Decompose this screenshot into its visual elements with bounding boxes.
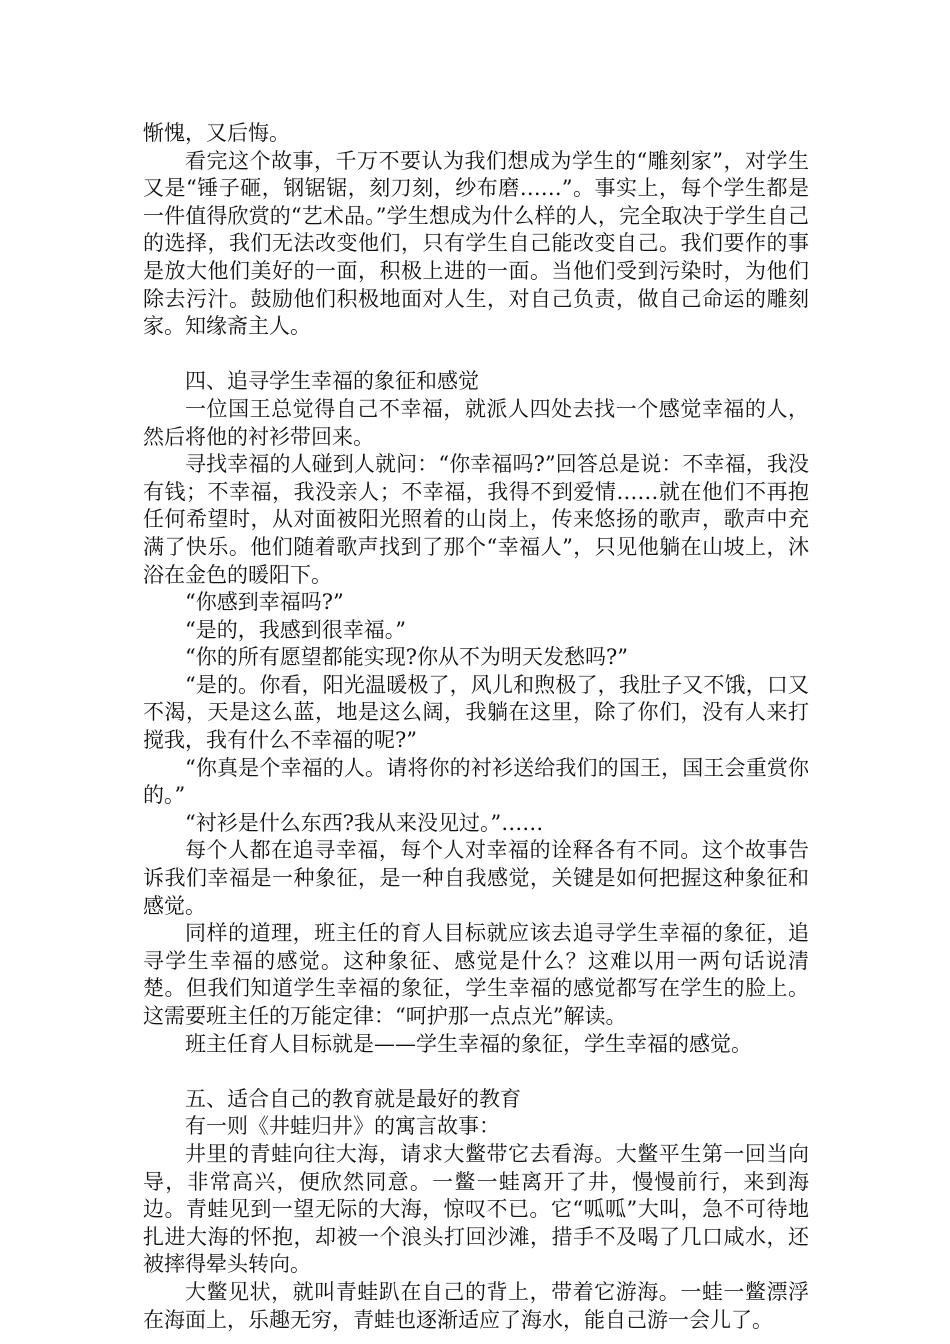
section-heading-4: 四、追寻学生幸福的象征和感觉: [185, 369, 479, 394]
dialogue-line-3: “你的所有愿望都能实现?你从不为明天发愁吗?”: [185, 645, 628, 670]
paragraph-9: 井里的青蛙向往大海，请求大鳖带它去看海。大鳖平生第一回当向导，非常高兴，便欣然同意。一鳖一蛙离开了井，慢慢前行，来到海边。青蛙见到一望无际的大海，惊叹不已。它“呱呱”大叫，急不可待地扎进大海的怀抱，却被一个浪头打回沙滩，措手不及喝了几口咸水，还被摔得晕头转向。: [143, 1141, 809, 1277]
document-body: [143, 120, 809, 1334]
paragraph-4: 寻找幸福的人碰到人就问：“你幸福吗?”回答总是说：不幸福，我没有钱；不幸福，我没亲人；不幸福，我得不到爱情……就在他们不再抱任何希望时，从对面被阳光照着的山岗上，传来悠扬的歌声，歌声中充满了快乐。他们随着歌声找到了那个“幸福人”，只见他躺在山坡上，沐浴在金色的暖阳下。: [143, 452, 809, 587]
paragraph-3: 一位国王总觉得自己不幸福，就派人四处去找一个感觉幸福的人，然后将他的衬衫带回来。: [143, 396, 809, 449]
dialogue-line-1: “你感到幸福吗?”: [185, 590, 344, 615]
paragraph-2: 看完这个故事，千万不要认为我们想成为学生的“雕刻家”，对学生又是“锤子砸，钢锯锯，刻刀刻，纱布磨……”。事实上，每个学生都是一件值得欣赏的“艺术品。”学生想成为什么样的人，完全取决于学生自己的选择，我们无法改变他们，只有学生自己能改变自己。我们要作的事是放大他们美好的一面，积极上进的一面。当他们受到污染时，为他们除去污汁。鼓励他们积极地面对人生，对自己负责，做自己命运的雕刻家。知缘斋主人。: [143, 148, 809, 339]
dialogue-line-5: “你真是个幸福的人。请将你的衬衫送给我们的国王，国王会重赏你的。”: [143, 755, 809, 808]
paragraph-6: 同样的道理，班主任的育人目标就应该去追寻学生幸福的象征，追寻学生幸福的感觉。这种象征、感觉是什么？这难以用一两句话说清楚。但我们知道学生幸福的象征，学生幸福的感觉都写在学生的脸上。这需要班主任的万能定律：“呵护那一点点光”解读。: [143, 921, 809, 1028]
dialogue-line-4: “是的。你看，阳光温暖极了，风儿和煦极了，我肚子又不饿，口又不渴，天是这么蓝，地是这么阔，我躺在这里，除了你们，没有人来打搅我，我有什么不幸福的呢?”: [143, 672, 809, 753]
paragraph-10: 大鳖见状，就叫青蛙趴在自己的背上，带着它游海。一蛙一鳖漂浮在海面上，乐趣无穷，青蛙也逐渐适应了海水，能自己游一会儿了。: [143, 1279, 809, 1332]
paragraph-8: 有一则《井蛙归井》的寓言故事：: [185, 1114, 500, 1139]
paragraph-7: 班主任育人目标就是——学生幸福的象征，学生幸福的感觉。: [185, 1031, 752, 1056]
paragraph-5: 每个人都在追寻幸福，每个人对幸福的诠释各有不同。这个故事告诉我们幸福是一种象征，是一种自我感觉，关键是如何把握这种象征和感觉。: [143, 838, 809, 918]
section-heading-5: 五、适合自己的教育就是最好的教育: [185, 1086, 521, 1111]
dialogue-line-6: “衬衫是什么东西?我从来没见过。”……: [185, 810, 544, 835]
paragraph-1: 惭愧，又后悔。: [143, 121, 290, 145]
dialogue-line-2: “是的，我感到很幸福。”: [185, 617, 406, 642]
